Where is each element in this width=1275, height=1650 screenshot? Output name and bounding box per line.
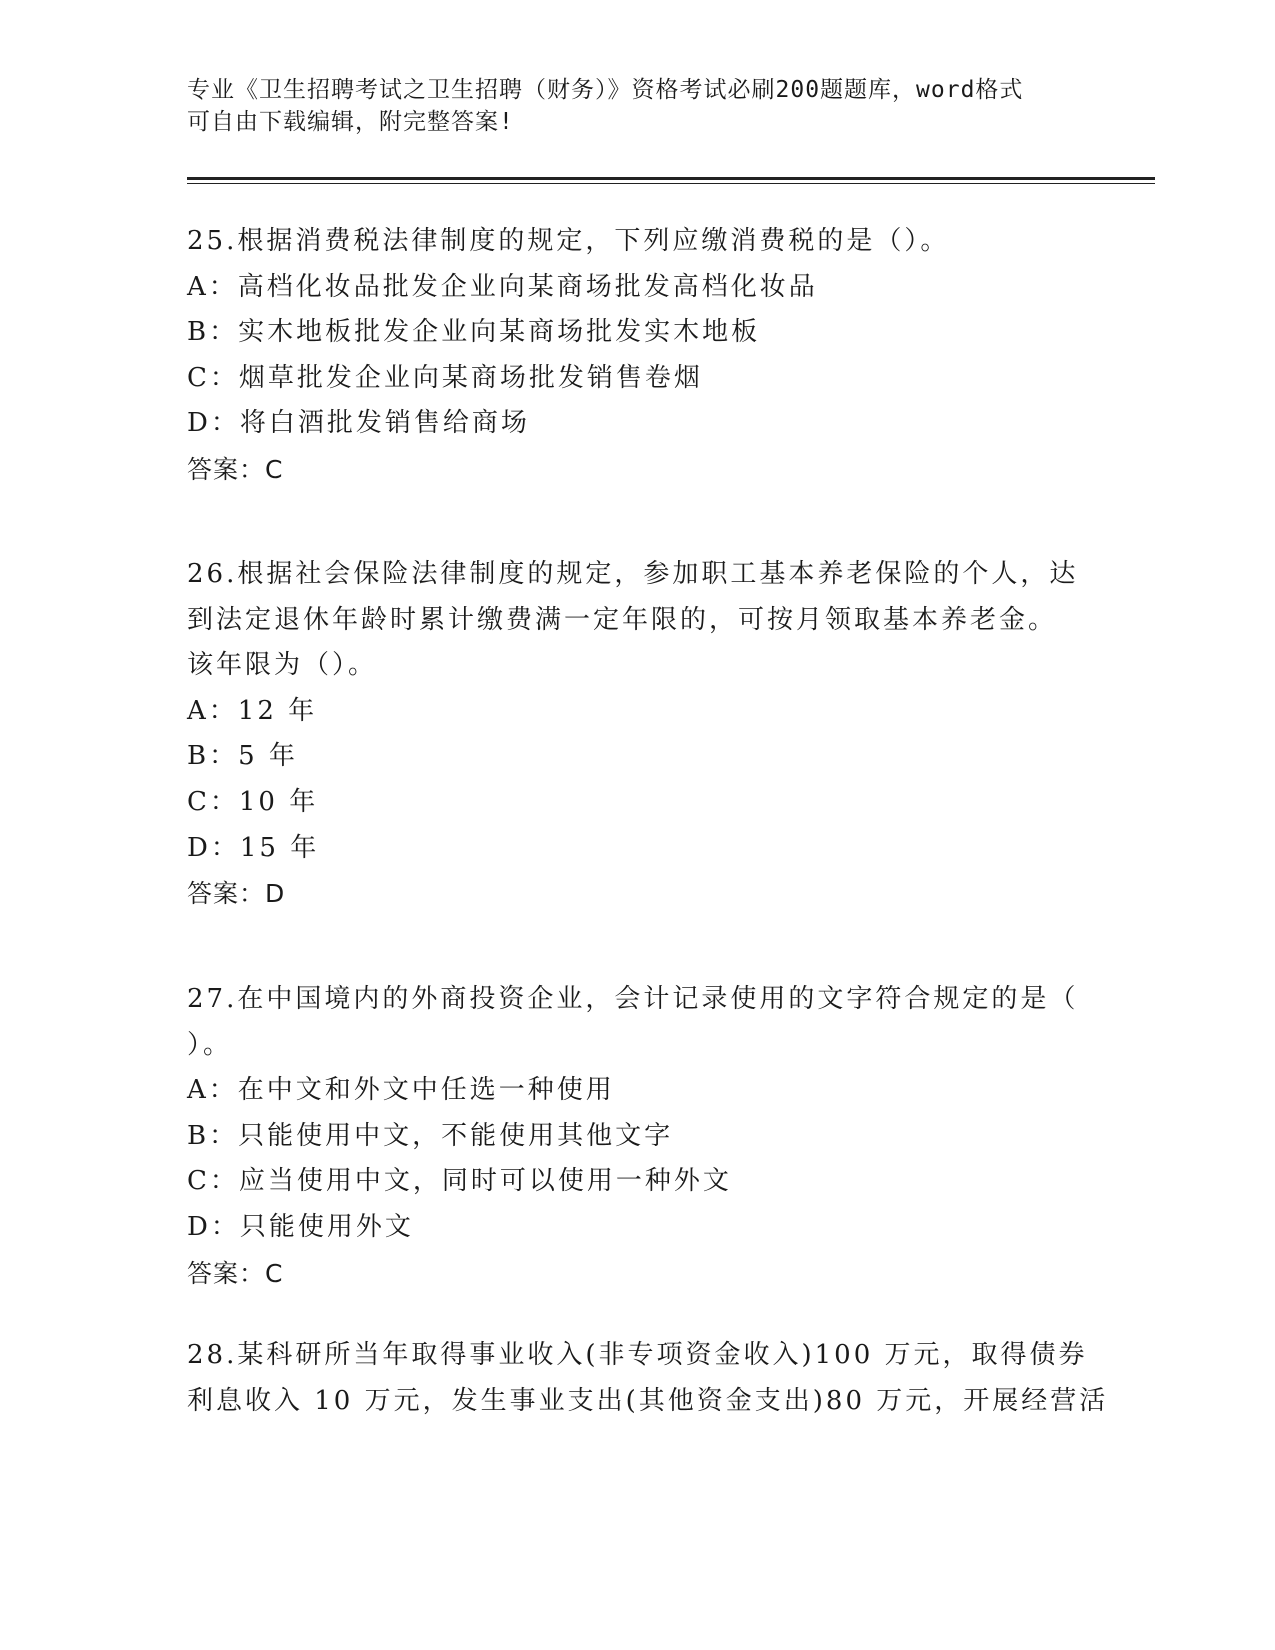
- option-a: A：高档化妆品批发企业向某商场批发高档化妆品: [187, 271, 818, 302]
- question-stem: ）。: [187, 1029, 233, 1060]
- option-b: B：5 年: [187, 741, 298, 772]
- header-divider-thick: [187, 177, 1155, 180]
- question-stem: 27.在中国境内的外商投资企业，会计记录使用的文字符合规定的是（: [187, 984, 1079, 1014]
- question-stem: 利息收入 10 万元，发生事业支出(其他资金支出)80 万元，开展经营活: [187, 1385, 1109, 1416]
- option-d: D：15 年: [187, 832, 320, 863]
- option-b: B：只能使用中文，不能使用其他文字: [187, 1120, 674, 1151]
- question-25: [187, 219, 1087, 493]
- option-c: C：10 年: [187, 786, 319, 817]
- option-a: A：在中文和外文中任选一种使用: [187, 1075, 615, 1106]
- header-divider-thin: [187, 183, 1155, 184]
- question-27: [187, 977, 1087, 1296]
- header-line-2: 可自由下载编辑，附完整答案!: [187, 109, 514, 135]
- option-b: B：实木地板批发企业向某商场批发实木地板: [187, 317, 761, 348]
- question-stem: 该年限为（）。: [187, 650, 378, 681]
- option-c: C：烟草批发企业向某商场批发销售卷烟: [187, 362, 703, 393]
- question-stem: 26.根据社会保险法律制度的规定，参加职工基本养老保险的个人，达: [187, 559, 1079, 589]
- answer-line: 答案：C: [187, 454, 284, 484]
- answer-line: 答案：C: [187, 1258, 284, 1288]
- option-c: C：应当使用中文，同时可以使用一种外文: [187, 1166, 732, 1197]
- question-stem: 到法定退休年龄时累计缴费满一定年限的，可按月领取基本养老金。: [187, 604, 1058, 635]
- question-28: [187, 1333, 1109, 1424]
- answer-line: 答案：D: [187, 879, 286, 909]
- question-stem: 25.根据消费税法律制度的规定，下列应缴消费税的是（）。: [187, 226, 950, 256]
- option-d: D：只能使用外文: [187, 1211, 414, 1242]
- question-26: [187, 552, 1087, 917]
- header-line-1: 专业《卫生招聘考试之卫生招聘（财务）》资格考试必刷200题题库，word格式: [187, 77, 1024, 103]
- option-d: D：将白酒批发销售给商场: [187, 408, 530, 439]
- option-a: A：12 年: [187, 695, 318, 726]
- question-stem: 28.某科研所当年取得事业收入(非专项资金收入)100 万元，取得债券: [187, 1340, 1088, 1370]
- document-header: [187, 74, 1067, 138]
